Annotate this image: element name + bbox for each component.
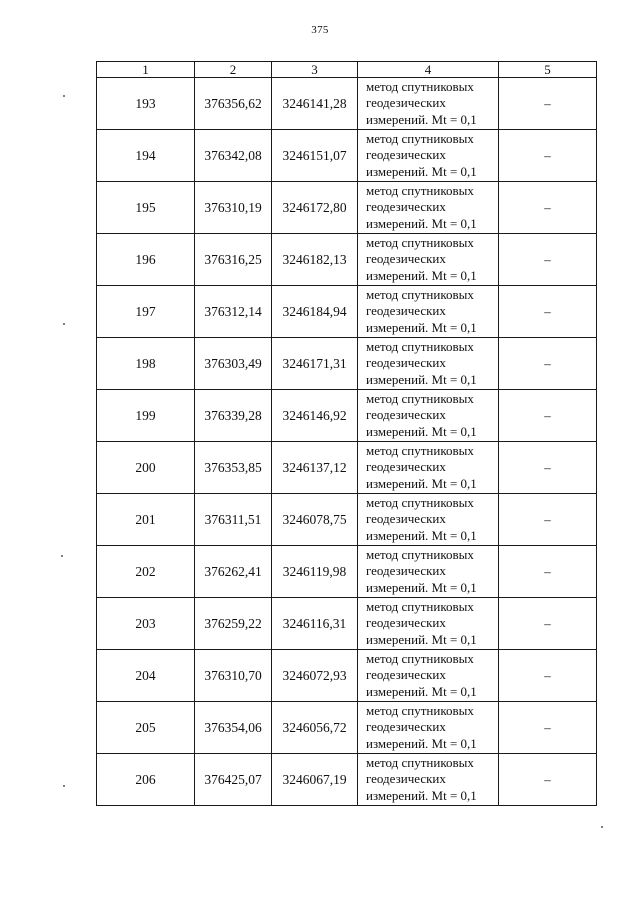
point-number-cell: 201 — [97, 494, 195, 546]
y-coordinate-cell: 3246072,93 — [272, 650, 358, 702]
point-number-cell: 204 — [97, 650, 195, 702]
scan-speck — [63, 785, 65, 787]
table-row — [97, 494, 597, 546]
dash-cell: – — [499, 442, 597, 494]
scan-speck — [61, 555, 63, 557]
method-cell — [358, 650, 499, 702]
table-body — [97, 78, 597, 806]
table-row — [97, 78, 597, 130]
y-coordinate-cell: 3246184,94 — [272, 286, 358, 338]
method-text-line: метод спутниковых — [366, 286, 474, 302]
x-coordinate-cell: 376425,07 — [195, 754, 272, 806]
table-row — [97, 130, 597, 182]
dash-cell: – — [499, 598, 597, 650]
column-header: 5 — [499, 62, 597, 78]
dash-cell: – — [499, 182, 597, 234]
y-coordinate-cell: 3246182,13 — [272, 234, 358, 286]
point-number-cell: 199 — [97, 390, 195, 442]
point-number-cell: 196 — [97, 234, 195, 286]
method-cell — [358, 286, 499, 338]
method-text-line: геодезических — [366, 719, 446, 735]
table-row — [97, 286, 597, 338]
point-number-cell: 198 — [97, 338, 195, 390]
table-row — [97, 390, 597, 442]
method-text-line: измерений. Mt = 0,1 — [366, 527, 477, 543]
point-number-cell: 194 — [97, 130, 195, 182]
table-row — [97, 234, 597, 286]
table-row — [97, 598, 597, 650]
method-text-line: измерений. Mt = 0,1 — [366, 267, 477, 283]
x-coordinate-cell: 376259,22 — [195, 598, 272, 650]
method-text-line: измерений. Mt = 0,1 — [366, 423, 477, 439]
method-text-line: метод спутниковых — [366, 338, 474, 354]
table-row — [97, 754, 597, 806]
dash-cell: – — [499, 390, 597, 442]
method-cell — [358, 754, 499, 806]
method-cell — [358, 546, 499, 598]
method-text-line: измерений. Mt = 0,1 — [366, 163, 477, 179]
method-text-line: измерений. Mt = 0,1 — [366, 371, 477, 387]
method-text-line: геодезических — [366, 511, 446, 527]
point-number-cell: 205 — [97, 702, 195, 754]
method-text-line: метод спутниковых — [366, 494, 474, 510]
method-cell — [358, 390, 499, 442]
method-text-line: метод спутниковых — [366, 78, 474, 94]
dash-cell: – — [499, 494, 597, 546]
x-coordinate-cell: 376339,28 — [195, 390, 272, 442]
method-text-line: метод спутниковых — [366, 650, 474, 666]
method-text-line: геодезических — [366, 771, 446, 787]
method-text-line: геодезических — [366, 303, 446, 319]
method-text-line: геодезических — [366, 615, 446, 631]
y-coordinate-cell: 3246119,98 — [272, 546, 358, 598]
method-text-line: измерений. Mt = 0,1 — [366, 475, 477, 491]
method-text-line: геодезических — [366, 147, 446, 163]
x-coordinate-cell: 376262,41 — [195, 546, 272, 598]
x-coordinate-cell: 376316,25 — [195, 234, 272, 286]
scan-speck — [601, 826, 603, 828]
point-number-cell: 203 — [97, 598, 195, 650]
method-text-line: метод спутниковых — [366, 702, 474, 718]
point-number-cell: 206 — [97, 754, 195, 806]
scan-speck — [63, 323, 65, 325]
dash-cell: – — [499, 702, 597, 754]
method-text-line: геодезических — [366, 199, 446, 215]
method-cell — [358, 338, 499, 390]
method-text-line: геодезических — [366, 251, 446, 267]
column-header: 1 — [97, 62, 195, 78]
method-text-line: метод спутниковых — [366, 598, 474, 614]
table-row — [97, 650, 597, 702]
table-row — [97, 182, 597, 234]
column-header: 4 — [358, 62, 499, 78]
scan-speck — [63, 95, 65, 97]
page-number: 375 — [311, 24, 329, 36]
method-cell — [358, 130, 499, 182]
x-coordinate-cell: 376356,62 — [195, 78, 272, 130]
y-coordinate-cell: 3246116,31 — [272, 598, 358, 650]
method-text-line: метод спутниковых — [366, 130, 474, 146]
dash-cell: – — [499, 650, 597, 702]
dash-cell: – — [499, 754, 597, 806]
method-text-line: геодезических — [366, 563, 446, 579]
method-text-line: метод спутниковых — [366, 234, 474, 250]
dash-cell: – — [499, 130, 597, 182]
x-coordinate-cell: 376303,49 — [195, 338, 272, 390]
column-header: 2 — [195, 62, 272, 78]
x-coordinate-cell: 376353,85 — [195, 442, 272, 494]
table-row — [97, 702, 597, 754]
y-coordinate-cell: 3246141,28 — [272, 78, 358, 130]
method-text-line: метод спутниковых — [366, 442, 474, 458]
dash-cell: – — [499, 78, 597, 130]
method-text-line: геодезических — [366, 95, 446, 111]
method-text-line: измерений. Mt = 0,1 — [366, 683, 477, 699]
point-number-cell: 195 — [97, 182, 195, 234]
method-cell — [358, 442, 499, 494]
method-text-line: измерений. Mt = 0,1 — [366, 579, 477, 595]
method-text-line: измерений. Mt = 0,1 — [366, 111, 477, 127]
y-coordinate-cell: 3246056,72 — [272, 702, 358, 754]
method-cell — [358, 234, 499, 286]
method-text-line: измерений. Mt = 0,1 — [366, 319, 477, 335]
column-header: 3 — [272, 62, 358, 78]
point-number-cell: 202 — [97, 546, 195, 598]
y-coordinate-cell: 3246171,31 — [272, 338, 358, 390]
table-header-row — [97, 62, 597, 78]
coordinates-table — [96, 61, 597, 806]
dash-cell: – — [499, 234, 597, 286]
method-text-line: метод спутниковых — [366, 754, 474, 770]
y-coordinate-cell: 3246172,80 — [272, 182, 358, 234]
method-cell — [358, 598, 499, 650]
method-text-line: геодезических — [366, 407, 446, 423]
method-text-line: геодезических — [366, 459, 446, 475]
x-coordinate-cell: 376310,19 — [195, 182, 272, 234]
method-cell — [358, 494, 499, 546]
table-row — [97, 338, 597, 390]
method-text-line: измерений. Mt = 0,1 — [366, 631, 477, 647]
y-coordinate-cell: 3246146,92 — [272, 390, 358, 442]
method-text-line: метод спутниковых — [366, 546, 474, 562]
dash-cell: – — [499, 338, 597, 390]
x-coordinate-cell: 376310,70 — [195, 650, 272, 702]
table-row — [97, 546, 597, 598]
method-cell — [358, 78, 499, 130]
point-number-cell: 193 — [97, 78, 195, 130]
y-coordinate-cell: 3246137,12 — [272, 442, 358, 494]
dash-cell: – — [499, 546, 597, 598]
y-coordinate-cell: 3246078,75 — [272, 494, 358, 546]
point-number-cell: 200 — [97, 442, 195, 494]
table-row — [97, 442, 597, 494]
x-coordinate-cell: 376312,14 — [195, 286, 272, 338]
method-text-line: метод спутниковых — [366, 390, 474, 406]
dash-cell: – — [499, 286, 597, 338]
method-text-line: измерений. Mt = 0,1 — [366, 735, 477, 751]
x-coordinate-cell: 376354,06 — [195, 702, 272, 754]
method-text-line: измерений. Mt = 0,1 — [366, 215, 477, 231]
method-text-line: геодезических — [366, 355, 446, 371]
x-coordinate-cell: 376311,51 — [195, 494, 272, 546]
method-text-line: измерений. Mt = 0,1 — [366, 787, 477, 803]
y-coordinate-cell: 3246151,07 — [272, 130, 358, 182]
y-coordinate-cell: 3246067,19 — [272, 754, 358, 806]
method-text-line: метод спутниковых — [366, 182, 474, 198]
method-text-line: геодезических — [366, 667, 446, 683]
method-cell — [358, 702, 499, 754]
x-coordinate-cell: 376342,08 — [195, 130, 272, 182]
point-number-cell: 197 — [97, 286, 195, 338]
method-cell — [358, 182, 499, 234]
